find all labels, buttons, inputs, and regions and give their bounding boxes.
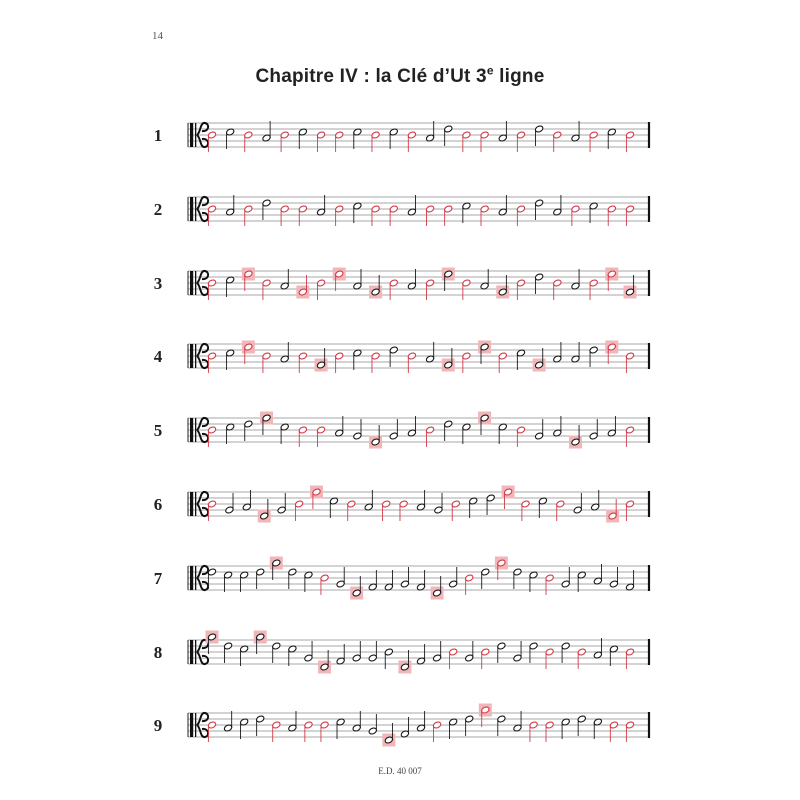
note	[225, 423, 234, 444]
note	[416, 644, 425, 665]
note	[239, 645, 248, 666]
note	[625, 570, 634, 591]
note	[498, 121, 507, 142]
note	[304, 641, 313, 662]
highlighted-note	[382, 723, 395, 747]
note	[480, 269, 489, 290]
highlighted-note	[606, 499, 619, 523]
staff-system-5	[154, 412, 649, 449]
note	[329, 497, 338, 518]
note	[593, 564, 602, 585]
note	[298, 128, 307, 149]
note	[416, 711, 425, 732]
exercise-number: 9	[153, 716, 163, 735]
note	[556, 500, 565, 521]
highlighted-note	[502, 486, 515, 510]
highlighted-note	[442, 268, 455, 292]
note	[239, 571, 248, 592]
note	[389, 346, 398, 367]
exercise-number: 2	[153, 200, 163, 219]
note	[469, 497, 478, 518]
note	[256, 568, 265, 589]
note	[298, 426, 307, 447]
note	[516, 279, 525, 300]
exercise-number: 6	[153, 495, 163, 514]
note	[407, 269, 416, 290]
note	[462, 352, 471, 373]
staff-system-6	[154, 486, 649, 523]
note	[407, 131, 416, 152]
note	[262, 199, 271, 220]
note	[371, 131, 380, 152]
note	[571, 342, 580, 363]
note	[207, 568, 216, 589]
staff-system-7	[154, 557, 649, 600]
note	[553, 342, 562, 363]
note	[589, 279, 598, 300]
note	[207, 352, 216, 373]
note	[389, 128, 398, 149]
note	[561, 642, 570, 663]
note	[462, 202, 471, 223]
note	[451, 500, 460, 521]
note	[256, 715, 265, 736]
note	[244, 131, 253, 152]
note	[425, 279, 434, 300]
note	[545, 648, 554, 669]
note	[320, 721, 329, 742]
note	[239, 718, 248, 739]
note	[577, 648, 586, 669]
highlighted-note	[369, 425, 382, 449]
note	[571, 121, 580, 142]
highlighted-note	[369, 275, 382, 299]
staff-system-8	[154, 631, 649, 674]
note	[207, 500, 216, 521]
highlighted-note	[315, 348, 328, 372]
note	[534, 419, 543, 440]
note	[498, 423, 507, 444]
note	[280, 342, 289, 363]
exercise-number: 1	[153, 126, 163, 145]
note	[625, 426, 634, 447]
note	[529, 642, 538, 663]
note	[298, 352, 307, 373]
note	[448, 567, 457, 588]
note	[513, 711, 522, 732]
note	[288, 711, 297, 732]
page-number: 14	[152, 30, 163, 42]
highlighted-note	[254, 631, 267, 655]
note	[516, 131, 525, 152]
exercise-number: 8	[153, 643, 163, 662]
note	[207, 131, 216, 152]
title-text: Chapitre IV : la Clé d’Ut 3	[255, 66, 487, 87]
highlighted-note	[478, 412, 491, 436]
highlighted-note	[310, 486, 323, 510]
note	[444, 205, 453, 226]
note	[407, 195, 416, 216]
highlighted-note	[318, 650, 331, 674]
highlighted-note	[296, 275, 309, 299]
note	[223, 642, 232, 663]
note	[207, 205, 216, 226]
note	[534, 125, 543, 146]
exercise-number: 5	[153, 421, 163, 440]
note	[364, 490, 373, 511]
highlighted-note	[605, 341, 618, 365]
note	[353, 202, 362, 223]
note	[399, 500, 408, 521]
title-superscript: e	[486, 63, 494, 78]
note	[516, 426, 525, 447]
note	[432, 721, 441, 742]
note	[545, 574, 554, 595]
note	[462, 423, 471, 444]
note	[381, 500, 390, 521]
staff-system-2	[154, 195, 649, 226]
note	[262, 279, 271, 300]
note	[516, 205, 525, 226]
note	[465, 715, 474, 736]
note	[316, 131, 325, 152]
note	[407, 416, 416, 437]
note	[316, 426, 325, 447]
note	[607, 128, 616, 149]
note	[225, 349, 234, 370]
note	[625, 352, 634, 373]
note	[316, 279, 325, 300]
note	[425, 342, 434, 363]
note	[481, 648, 490, 669]
highlighted-note	[242, 268, 255, 292]
note	[347, 500, 356, 521]
note	[389, 419, 398, 440]
note	[425, 121, 434, 142]
note	[407, 352, 416, 373]
note	[298, 205, 307, 226]
note	[465, 641, 474, 662]
highlighted-note	[624, 275, 637, 299]
note	[480, 131, 489, 152]
note	[589, 346, 598, 367]
highlighted-note	[242, 341, 255, 365]
note	[593, 718, 602, 739]
highlighted-note	[605, 268, 618, 292]
note	[513, 568, 522, 589]
note	[371, 205, 380, 226]
note	[589, 202, 598, 223]
note	[465, 574, 474, 595]
note	[316, 195, 325, 216]
note	[336, 718, 345, 739]
note	[416, 490, 425, 511]
highlighted-note	[270, 557, 283, 581]
staff-system-4	[154, 341, 649, 374]
exercise-number: 3	[153, 274, 163, 293]
note	[448, 718, 457, 739]
note	[400, 567, 409, 588]
note	[625, 500, 634, 521]
note	[589, 131, 598, 152]
note	[335, 205, 344, 226]
note	[607, 205, 616, 226]
note	[480, 205, 489, 226]
note	[571, 269, 580, 290]
staff-system-1	[154, 121, 649, 152]
highlighted-note	[495, 557, 508, 581]
note	[272, 642, 281, 663]
note	[538, 497, 547, 518]
note	[553, 279, 562, 300]
note	[304, 721, 313, 742]
highlighted-note	[258, 499, 271, 523]
title-suffix: ligne	[493, 66, 545, 87]
note	[590, 490, 599, 511]
note	[553, 195, 562, 216]
highlighted-note	[533, 348, 546, 372]
note	[277, 493, 286, 514]
exercise-number: 4	[153, 347, 163, 366]
note	[368, 641, 377, 662]
note	[207, 426, 216, 447]
note	[534, 273, 543, 294]
note	[425, 205, 434, 226]
note	[353, 349, 362, 370]
highlighted-note	[398, 650, 411, 674]
note	[336, 644, 345, 665]
note	[225, 195, 234, 216]
note	[353, 419, 362, 440]
note	[294, 500, 303, 521]
note	[416, 570, 425, 591]
note	[444, 125, 453, 146]
note	[335, 416, 344, 437]
note	[280, 269, 289, 290]
note	[625, 648, 634, 669]
note	[498, 352, 507, 373]
note	[516, 349, 525, 370]
note	[521, 500, 530, 521]
note	[609, 645, 618, 666]
note	[244, 205, 253, 226]
note	[304, 571, 313, 592]
highlighted-note	[333, 268, 346, 292]
note	[371, 352, 380, 373]
note	[625, 131, 634, 152]
note	[384, 648, 393, 669]
note	[225, 276, 234, 297]
note	[425, 426, 434, 447]
note	[336, 567, 345, 588]
note	[432, 641, 441, 662]
note	[529, 721, 538, 742]
note	[553, 131, 562, 152]
note	[335, 131, 344, 152]
highlighted-note	[496, 275, 509, 299]
staff-system-3	[154, 268, 649, 301]
note	[225, 128, 234, 149]
note	[529, 571, 538, 592]
note	[223, 711, 232, 732]
note	[389, 279, 398, 300]
note	[609, 567, 618, 588]
note	[353, 269, 362, 290]
note	[589, 419, 598, 440]
note	[497, 642, 506, 663]
note	[352, 641, 361, 662]
note	[400, 717, 409, 738]
note	[280, 131, 289, 152]
highlighted-note	[442, 348, 455, 372]
note	[534, 199, 543, 220]
highlighted-note	[350, 576, 363, 600]
note	[609, 721, 618, 742]
note	[384, 570, 393, 591]
note	[262, 352, 271, 373]
note	[462, 131, 471, 152]
note	[577, 715, 586, 736]
note	[288, 645, 297, 666]
exercise-number: 7	[153, 569, 163, 588]
note	[573, 493, 582, 514]
note	[625, 721, 634, 742]
note	[497, 715, 506, 736]
note	[320, 574, 329, 595]
note	[498, 195, 507, 216]
note	[444, 420, 453, 441]
note	[368, 570, 377, 591]
note	[262, 121, 271, 142]
note	[225, 493, 234, 514]
note	[553, 416, 562, 437]
note	[577, 571, 586, 592]
note	[280, 423, 289, 444]
note	[207, 279, 216, 300]
note	[625, 205, 634, 226]
note	[571, 205, 580, 226]
highlighted-note	[569, 425, 582, 449]
note	[223, 571, 232, 592]
highlighted-note	[206, 631, 219, 655]
note	[561, 567, 570, 588]
note	[462, 279, 471, 300]
note	[607, 416, 616, 437]
note	[280, 205, 289, 226]
highlighted-note	[260, 412, 273, 436]
note	[545, 721, 554, 742]
note	[244, 420, 253, 441]
note	[368, 714, 377, 735]
note	[513, 641, 522, 662]
highlighted-note	[431, 576, 444, 600]
note	[561, 718, 570, 739]
edition-footer: E.D. 40 007	[378, 766, 422, 776]
highlighted-note	[479, 704, 492, 728]
note	[389, 205, 398, 226]
highlighted-note	[478, 341, 491, 365]
staff-system-9	[154, 704, 649, 747]
note	[481, 568, 490, 589]
note	[352, 711, 361, 732]
note	[486, 494, 495, 515]
note	[593, 638, 602, 659]
note	[242, 490, 251, 511]
note	[434, 493, 443, 514]
note	[288, 568, 297, 589]
note	[448, 648, 457, 669]
note	[272, 721, 281, 742]
note	[353, 128, 362, 149]
note	[207, 721, 216, 742]
note	[335, 352, 344, 373]
